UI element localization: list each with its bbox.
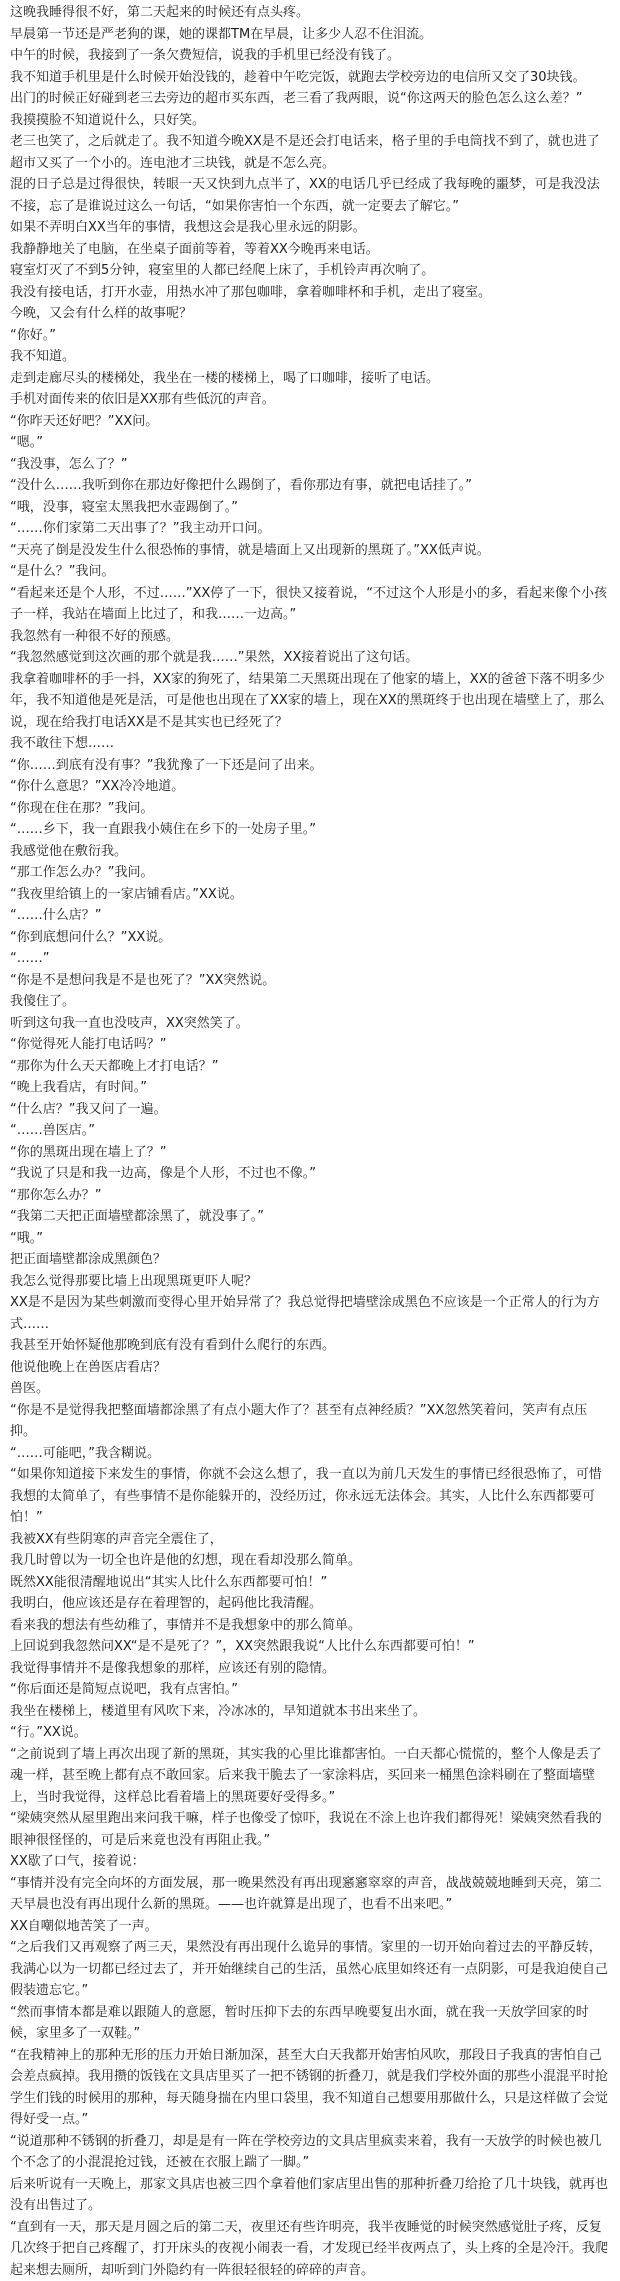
dialogue-line: “你是不是想问我是不是也死了？”XX突然说。 (10, 970, 612, 992)
dialogue-line: “直到有一天，那天是月圆之后的第二天，夜里还有些许明亮，我半夜睡觉的时候突然感觉肚子疼，反复几次终于把自己疼醒了，打开床头的夜视小闹表一看，才发现已经半夜两点了，头上疼的全是冷汗。我爬起来想去厕所，却听到门外隐约有一阵很轻很轻的碎碎的声音。 (10, 2217, 612, 2281)
dialogue-line: “我忽然感觉到这次画的那个就是我……”果然，XX接着说出了这句话。 (10, 647, 612, 669)
dialogue-line: “是什么？”我问。 (10, 561, 612, 583)
dialogue-line: “我没事，怎么了？” (10, 454, 612, 476)
dialogue-line: “那工作怎么办？”我问。 (10, 862, 612, 884)
dialogue-line: “你后面还是简短点说吧，我有点害怕。” (10, 1679, 612, 1701)
dialogue-line: “然而事情本都是难以跟随人的意愿，暂时压抑下去的东西早晚要复出水面，就在我一天放学回家的时候，家里多了一双鞋。” (10, 2002, 612, 2045)
paragraph: XX是不是因为某些刺激而变得心里开始异常了？我总觉得把墙壁涂成黑色不应该是一个正常人的行为方式…… (10, 1292, 612, 1335)
dialogue-line: “你觉得死人能打电话吗？” (10, 1034, 612, 1056)
paragraph: 混的日子总是过得很快，转眼一天又快到九点半了，XX的电话几乎已经成了我每晚的噩梦，可是我没法不接，忘了是谁说过这么一句话，“如果你害怕一个东西，就一定要去了解它。” (10, 174, 612, 217)
dialogue-line: “嗯。” (10, 432, 612, 454)
dialogue-line: “之前说到了墙上再次出现了新的黑斑，其实我的心里比谁都害怕。一白天都心慌慌的，整个人像是丢了魂一样，甚至晚上都有点不敢回家。后来我干脆去了一家涂料店，买回来一桶黑色涂料刷在了整面墙壁上，当时我觉得，这样总比看着墙上的黑斑要好受得多。” (10, 1744, 612, 1809)
paragraph: 我傻住了。 (10, 991, 612, 1013)
paragraph: 我明白，他应该还是存在着理智的，起码他比我清醒。 (10, 1593, 612, 1615)
dialogue-line: “在我精神上的那种无形的压力开始日渐加深，甚至大白天我都开始害怕风吹，那段日子我真的害怕自己会差点疯掉。我用攒的饭钱在文具店里买了一把不锈钢的折叠刀，就是我们学校外面的那些小混混平时抢学生们钱的时候用的那种，每天随身揣在内里口袋里，我不知道自己想要用那做什么，只是这样做了会觉得好受一点。” (10, 2045, 612, 2131)
dialogue-line: “……什么店？” (10, 905, 612, 927)
dialogue-line: “那你怎么办？” (10, 1185, 612, 1207)
paragraph: 早晨第一节还是严老狗的课，她的课都TM在早晨，让多少人忍不住泪流。 (10, 24, 612, 46)
paragraph: XX歇了口气，接着说： (10, 1851, 612, 1873)
paragraph: 我几时曾以为一切全也许是他的幻想，现在看却没那么简单。 (10, 1550, 612, 1572)
paragraph: 我忽然有一种很不好的预感。 (10, 626, 612, 648)
paragraph: XX自嘲似地苦笑了一声。 (10, 1916, 612, 1938)
paragraph: 我拿着咖啡杯的手一抖，XX家的狗死了，结果第二天黑斑出现在了他家的墙上，XX的爸爸下落不明多少年，我不知道他是死是活，可是他也出现在了XX家的墙上，现在XX的黑斑终于也出现在墙壁上了，那么说，现在给我打电话XX是不是其实也已经死了？ (10, 669, 612, 734)
dialogue-line: “你……到底有没有事？”我犹豫了一下还是问了出来。 (10, 755, 612, 777)
dialogue-line: “行。”XX说。 (10, 1722, 612, 1744)
dialogue-line: “哦，没事，寝室太黑我把水壶踢倒了。” (10, 497, 612, 519)
dialogue-line: “天亮了倒是没发生什么很恐怖的事情，就是墙面上又出现新的黑斑了。”XX低声说。 (10, 540, 612, 562)
dialogue-line: “我说了只是和我一边高，像是个人形，不过也不像。” (10, 1163, 612, 1185)
paragraph: 我坐在楼梯上，楼道里有风吹下来，冷冰冰的，早知道就本书出来坐了。 (10, 1701, 612, 1723)
dialogue-line: “说道那种不锈钢的折叠刀，却是是有一阵在学校旁边的文具店里疯卖来着，我有一天放学的时候也被几个不念了的小混混抢过钱，还被在衣服上踹了一脚。” (10, 2131, 612, 2174)
paragraph: 我不知道。 (10, 346, 612, 368)
dialogue-line: “你好。” (10, 325, 612, 347)
paragraph: 走到走廊尽头的楼梯处，我坐在一楼的楼梯上，喝了口咖啡，接听了电话。 (10, 368, 612, 390)
dialogue-line: “你什么意思？”XX冷冷地道。 (10, 776, 612, 798)
paragraph: 我没有接电话，打开水壶，用热水冲了那包咖啡，拿着咖啡杯和手机，走出了寝室。 (10, 282, 612, 304)
dialogue-line: “你是不是觉得我把整面墙都涂黑了有点小题大作了？甚至有点神经质？”XX忽然笑着问，笑声有点压抑。 (10, 1400, 612, 1443)
paragraph: 寝室灯灭了不到5分钟，寝室里的人都已经爬上床了，手机铃声再次响了。 (10, 260, 612, 282)
paragraph: 既然XX能很清醒地说出“其实人比什么东西都要可怕！” (10, 1572, 612, 1594)
dialogue-line: “……乡下，我一直跟我小姨住在乡下的一处房子里。” (10, 819, 612, 841)
dialogue-line: “你的黑斑出现在墙上了？” (10, 1142, 612, 1164)
dialogue-line: “之后我们又再观察了两三天，果然没有再出现什么诡异的事情。家里的一切开始向着过去的平静反转，我满心以为一切都已经过去了，并开始继续自己的生活，虽然心底里如终还有一点阴影，可是我迫使自己假装遗忘它。” (10, 1937, 612, 2002)
paragraph: 我甚至开始怀疑他那晚到底有没有看到什么爬行的东西。 (10, 1335, 612, 1357)
dialogue-line: “那你为什么天天都晚上才打电话？” (10, 1056, 612, 1078)
dialogue-line: “晚上我看店，有时间。” (10, 1077, 612, 1099)
paragraph: 听到这句我一直也没吱声，XX突然笑了。 (10, 1013, 612, 1035)
paragraph: 我怎么觉得那要比墙上出现黑斑更吓人呢？ (10, 1271, 612, 1293)
paragraph: 我被XX有些阴寒的声音完全震住了， (10, 1529, 612, 1551)
paragraph: 今晚，又会有什么样的故事呢？ (10, 303, 612, 325)
dialogue-line: “看起来还是个人形，不过……”XX停了一下，很快又接着说，“不过这个人形是小的多，看起来像个小孩子一样，我站在墙面上比过了，和我……一边高。” (10, 583, 612, 626)
paragraph: 这晚我睡得很不好，第二天起来的时候还有点头疼。 (10, 2, 612, 24)
paragraph: 他说他晚上在兽医店看店？ (10, 1357, 612, 1379)
paragraph: 把正面墙壁都涂成黑颜色？ (10, 1249, 612, 1271)
paragraph: 手机对面传来的依旧是XX那有些低沉的声音。 (10, 389, 612, 411)
paragraph: 出门的时候正好碰到老三去旁边的超市买东西，老三看了我两眼，说“你这两天的脸色怎么这么差？” (10, 88, 612, 110)
paragraph: 中午的时候，我接到了一条欠费短信，说我的手机里已经没有钱了。 (10, 45, 612, 67)
paragraph: 我静静地关了电脑，在坐桌子面前等着，等着XX今晚再来电话。 (10, 239, 612, 261)
paragraph: 我觉得事情并不是像我想象的那样，应该还有别的隐情。 (10, 1658, 612, 1680)
dialogue-line: “我夜里给镇上的一家店铺看店。”XX说。 (10, 884, 612, 906)
paragraph: 老三也笑了，之后就走了。我不知道今晚XX是不是还会打电话来，格子里的手电筒找不到了，就也进了超市又买了一个小的。连电池才三块钱，就是不怎么亮。 (10, 131, 612, 174)
paragraph: 我不敢往下想…… (10, 733, 612, 755)
paragraph: 我摸摸脸不知道说什么，只好笑。 (10, 110, 612, 132)
dialogue-line: “梁姨突然从屋里跑出来问我干嘛，样子也像受了惊吓，我说在不涂上也许我们都得死！梁姨突然看我的眼神很怪怪的，可是后来竟也没有再阻止我。” (10, 1808, 612, 1851)
dialogue-line: “没什么……我听到你在那边好像把什么踢倒了，看你那边有事，就把电话挂了。” (10, 475, 612, 497)
paragraph: 兽医。 (10, 1378, 612, 1400)
dialogue-line: “什么店？”我又问了一遍。 (10, 1099, 612, 1121)
dialogue-line: “哦。” (10, 1228, 612, 1250)
dialogue-line: “……你们家第二天出事了？”我主动开口问。 (10, 518, 612, 540)
paragraph: 我感觉他在敷衍我。 (10, 841, 612, 863)
paragraph: 如果不弄明白XX当年的事情，我想这会是我心里永远的阴影。 (10, 217, 612, 239)
dialogue-line: “你现在住在那？”我问。 (10, 798, 612, 820)
paragraph: 后来听说有一天晚上，那家文具店也被三四个拿着他们家店里出售的那种折叠刀给抢了几十块钱，就再也没有出售过了。 (10, 2174, 612, 2217)
dialogue-line: “……兽医店。” (10, 1120, 612, 1142)
dialogue-line: “你昨天还好吧？”XX问。 (10, 411, 612, 433)
dialogue-line: “如果你知道接下来发生的事情，你就不会这么想了，我一直以为前几天发生的事情已经很恐怖了，可惜我想的太简单了，有些事情不是你能躲开的，没经历过，你永远无法体会。其实，人比什么东西都要可怕！” (10, 1464, 612, 1529)
paragraph: 看来我的想法有些幼稚了，事情并不是我想象中的那么简单。 (10, 1615, 612, 1637)
dialogue-line: “事情并没有完全向坏的方面发展，那一晚果然没有再出现窸窸窣窣的声音，战战兢兢地睡到天亮，第二天早晨也没有再出现什么新的黑斑。——也许就算是出现了，也看不出来吧。” (10, 1873, 612, 1916)
dialogue-line: “……可能吧，”我含糊说。 (10, 1443, 612, 1465)
dialogue-line: “我第二天把正面墙壁都涂黑了，就没事了。” (10, 1206, 612, 1228)
dialogue-line: “……” (10, 948, 612, 970)
paragraph: 上回说到我忽然问XX“是不是死了？”，XX突然跟我说“人比什么东西都要可怕！” (10, 1636, 612, 1658)
paragraph: 我不知道手机里是什么时候开始没钱的，趁着中午吃完饭，就跑去学校旁边的电信所又交了30块钱。 (10, 67, 612, 89)
dialogue-line: “你到底想问什么？”XX说。 (10, 927, 612, 949)
